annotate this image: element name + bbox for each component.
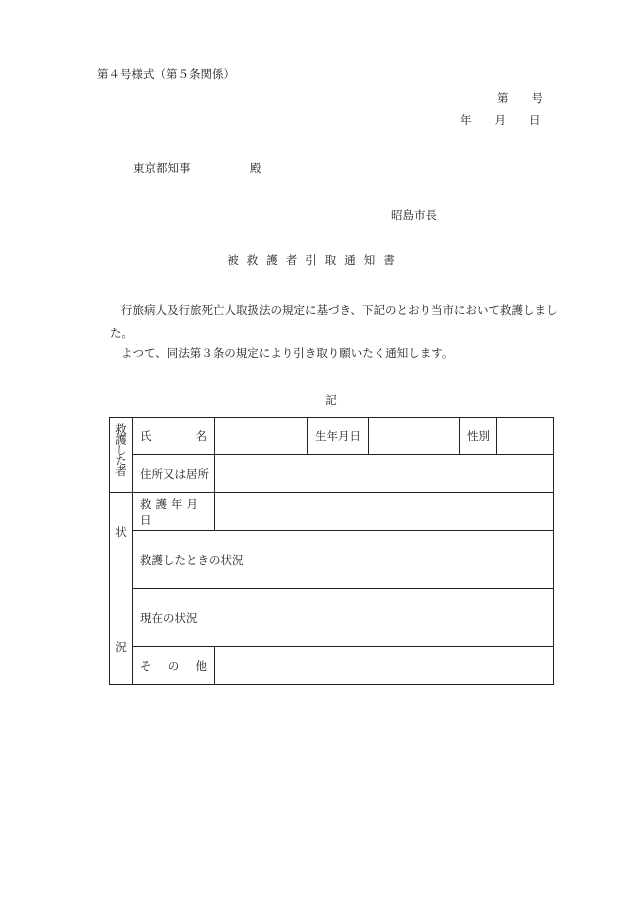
other-label-part-3: 他 (195, 658, 207, 673)
table-row (110, 531, 554, 589)
name-label-part-2: 名 (195, 429, 207, 443)
other-label-part-1: そ (140, 658, 152, 673)
table-row (110, 418, 554, 455)
other-label-cell (133, 647, 215, 685)
table-row (110, 589, 554, 647)
state-group-cell (110, 493, 133, 685)
rescue-situation-label: 救護したときの状況 (140, 552, 244, 567)
address-field[interactable] (215, 455, 554, 493)
current-situation-field[interactable] (133, 589, 554, 647)
record-table (109, 417, 554, 685)
other-field[interactable] (215, 647, 554, 685)
rescue-date-field[interactable] (215, 493, 554, 531)
other-label-part-2: の (167, 658, 180, 673)
document-date-field: 年 月 日 (460, 113, 541, 127)
ki-heading: 記 (325, 393, 337, 407)
table-row (110, 493, 554, 531)
birthdate-label: 生年月日 (308, 418, 369, 455)
rescued-person-group-label: 救護した者 (114, 423, 128, 476)
name-field[interactable] (215, 418, 308, 455)
rescue-date-label: 救護年月日 (133, 493, 215, 531)
body-paragraph-1: 行旅病人及行旅死亡人取扱法の規定に基づき、下記のとおり当市において救護しました。 (110, 303, 558, 340)
rescue-situation-field[interactable] (133, 531, 554, 589)
document-number-field: 第 号 (497, 91, 543, 105)
state-group-label-2: 況 (115, 640, 127, 654)
body-paragraph-2: よつて、同法第３条の規定により引き取り願いたく通知します。 (121, 346, 454, 360)
name-label-part-1: 氏 (140, 429, 152, 443)
name-label-cell (133, 418, 215, 455)
table-row (110, 455, 554, 493)
current-situation-label: 現在の状況 (140, 610, 198, 625)
document-title: 被救護者引取通知書 (227, 253, 403, 267)
sex-field[interactable] (497, 418, 554, 455)
addressee-honorific: 殿 (250, 161, 262, 175)
table-row (110, 647, 554, 685)
issuer-name: 昭島市長 (391, 208, 437, 222)
state-group-label-1: 状 (115, 525, 127, 539)
sex-label: 性別 (460, 418, 497, 455)
address-label: 住所又は居所 (133, 455, 215, 493)
addressee-name: 東京都知事 (133, 161, 191, 175)
rescued-person-group-cell (110, 418, 133, 493)
form-number: 第４号様式（第５条関係） (97, 67, 235, 81)
birthdate-field[interactable] (369, 418, 460, 455)
